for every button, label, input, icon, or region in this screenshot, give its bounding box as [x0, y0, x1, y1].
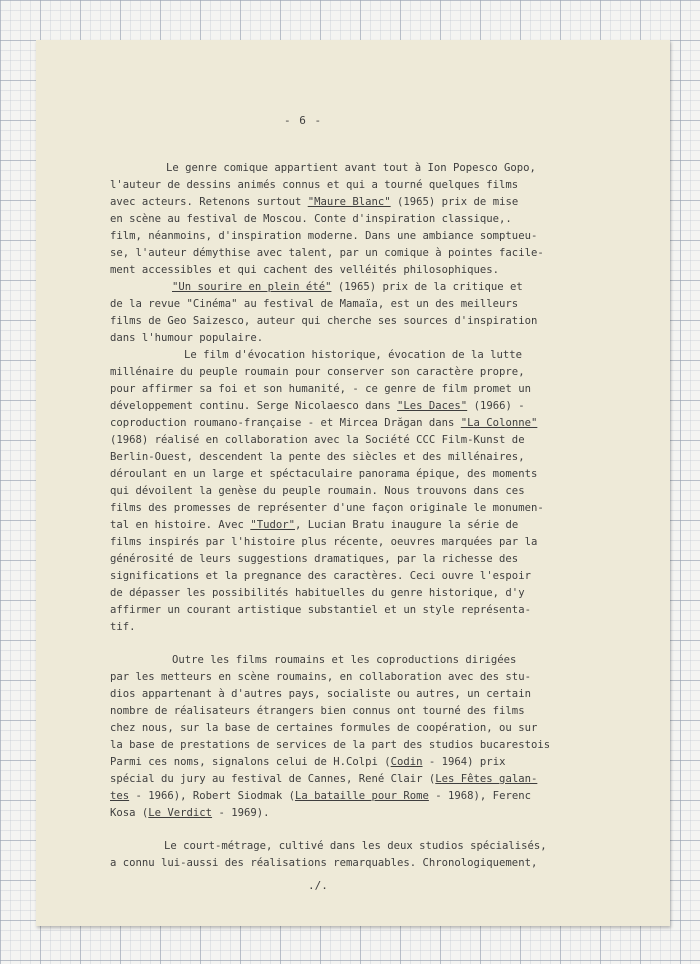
text-line — [110, 179, 518, 191]
text-segment: déroulant en un large et spéctaculaire panorama épique, des moments — [110, 468, 538, 480]
underlined-title: Le Verdict — [148, 807, 213, 819]
text-line — [110, 722, 537, 734]
text-segment: Berlin-Ouest, descendent la pente des siècles et des millénaires, — [110, 451, 525, 463]
text-segment: millénaire du peuple roumain pour conserver son caractère propre, — [110, 366, 525, 378]
text-segment: Parmi ces noms, signalons celui de H.Colpi ( — [110, 756, 391, 768]
text-line — [110, 264, 499, 276]
text-segment: tal en histoire. Avec — [110, 519, 251, 531]
text-segment: développement continu. Serge Nicolaesco dans — [110, 400, 398, 412]
text-segment: coproduction roumano-française - et Mircea Drăgan dans — [110, 417, 461, 429]
text-line — [110, 247, 544, 259]
text-line — [110, 739, 550, 751]
text-line — [110, 502, 544, 514]
text-line — [110, 332, 263, 344]
text-segment: en scène au festival de Moscou. Conte d'inspiration classique,. — [110, 213, 512, 225]
text-segment: (1965) prix de la critique et — [331, 281, 523, 293]
text-line — [110, 400, 525, 412]
text-segment: significations et la pregnance des caractères. Ceci ouvre l'espoir — [110, 570, 531, 582]
text-segment: l'auteur de dessins animés connus et qui a tourné quelques films — [110, 179, 519, 191]
text-line — [110, 807, 269, 819]
underlined-title: La bataille pour Rome — [294, 790, 429, 802]
text-line — [110, 756, 505, 768]
text-segment: de la revue "Cinéma" au festival de Mamaïa, est un des meilleurs — [110, 298, 519, 310]
text-line — [110, 315, 537, 327]
text-segment: ment accessibles et qui cachent des velléités philosophiques. — [110, 264, 500, 276]
text-line — [110, 604, 531, 616]
continuation-mark: ./. — [308, 879, 328, 892]
text-segment: (1968) réalisé en collaboration avec la Société CCC Film-Kunst de — [110, 434, 525, 446]
text-segment: la base de prestations de services de la part des studios bucarestois — [110, 739, 551, 751]
underlined-title: "Tudor" — [250, 519, 295, 531]
text-segment: Outre les films roumains et les coproductions dirigées — [172, 654, 517, 666]
text-line — [110, 621, 136, 633]
underlined-title: "Maure Blanc" — [307, 196, 391, 208]
text-segment: qui dévoilent la genèse du peuple roumain. Nous trouvons dans ces — [110, 485, 525, 497]
text-segment: Le court-métrage, cultivé dans les deux studios spécialisés, — [164, 840, 547, 852]
text-line — [110, 705, 525, 717]
underlined-title: Codin — [390, 756, 423, 768]
text-line — [110, 671, 531, 683]
underlined-title: "La Colonne" — [460, 417, 538, 429]
text-line — [110, 230, 537, 242]
text-segment: (1965) prix de mise — [390, 196, 519, 208]
text-segment: dios appartenant à d'autres pays, socialiste ou autres, un certain — [110, 688, 531, 700]
text-segment: films des promesses de représenter d'une façon originale le monumen- — [110, 502, 544, 514]
text-segment: - 1969). — [212, 807, 270, 819]
page-number: - 6 - — [284, 114, 323, 127]
text-segment: nombre de réalisateurs étrangers bien connus ont tourné des films — [110, 705, 525, 717]
text-line — [110, 434, 525, 446]
text-segment: affirmer un courant artistique substantiel et un style représenta- — [110, 604, 531, 616]
text-line — [164, 840, 547, 852]
text-segment: Kosa ( — [110, 807, 149, 819]
text-segment: générosité de leurs suggestions dramatiques, par la richesse des — [110, 553, 519, 565]
document-page — [36, 40, 670, 926]
text-line — [110, 688, 531, 700]
text-line — [110, 213, 512, 225]
text-segment: se, l'auteur démythise avec talent, par un comique à pointes facile- — [110, 247, 544, 259]
text-line — [110, 553, 518, 565]
text-segment: dans l'humour populaire. — [110, 332, 264, 344]
text-line — [110, 773, 537, 785]
text-line — [110, 298, 518, 310]
text-line — [110, 383, 531, 395]
text-line — [110, 790, 531, 802]
underlined-title: "Les Daces" — [397, 400, 468, 412]
text-line — [172, 281, 523, 293]
text-segment: - 1964) prix — [422, 756, 506, 768]
text-segment: (1966) - — [467, 400, 525, 412]
text-segment: film, néanmoins, d'inspiration moderne. Dans une ambiance somptueu- — [110, 230, 538, 242]
text-line — [110, 857, 537, 869]
text-line — [110, 417, 537, 429]
text-segment: Le film d'évocation historique, évocation de la lutte — [184, 349, 523, 361]
text-segment: films inspirés par l'histoire plus récente, oeuvres marquées par la — [110, 536, 538, 548]
text-line — [172, 654, 516, 666]
text-line — [110, 570, 531, 582]
text-line — [110, 366, 525, 378]
text-segment: films de Geo Saizesco, auteur qui cherche ses sources d'inspiration — [110, 315, 538, 327]
text-segment: tif. — [110, 621, 136, 633]
text-segment: - 1966), Robert Siodmak ( — [129, 790, 295, 802]
text-line — [184, 349, 522, 361]
text-segment: - 1968), Ferenc — [428, 790, 531, 802]
text-segment: de dépasser les possibilités habituelles du genre historique, d'y — [110, 587, 525, 599]
text-segment: a connu lui-aussi des réalisations remarquables. Chronologiquement, — [110, 857, 538, 869]
underlined-title: Les Fêtes galan- — [435, 773, 538, 785]
text-line — [110, 587, 525, 599]
text-segment: , Lucian Bratu inaugure la série de — [294, 519, 519, 531]
text-segment: Le genre comique appartient avant tout à Ion Popesco Gopo, — [166, 162, 536, 174]
text-line — [110, 536, 537, 548]
text-line — [166, 162, 536, 174]
text-segment: par les metteurs en scène roumains, en collaboration avec des stu- — [110, 671, 531, 683]
underlined-title: tes — [110, 790, 130, 802]
text-line — [110, 468, 537, 480]
text-line — [110, 485, 525, 497]
text-line — [110, 196, 518, 208]
text-segment: chez nous, sur la base de certaines formules de coopération, ou sur — [110, 722, 538, 734]
text-segment: avec acteurs. Retenons surtout — [110, 196, 308, 208]
underlined-title: "Un sourire en plein été" — [172, 281, 332, 293]
text-line — [110, 451, 525, 463]
text-line — [110, 519, 518, 531]
text-segment: spécial du jury au festival de Cannes, René Clair ( — [110, 773, 436, 785]
text-segment: pour affirmer sa foi et son humanité, - ce genre de film promet un — [110, 383, 531, 395]
